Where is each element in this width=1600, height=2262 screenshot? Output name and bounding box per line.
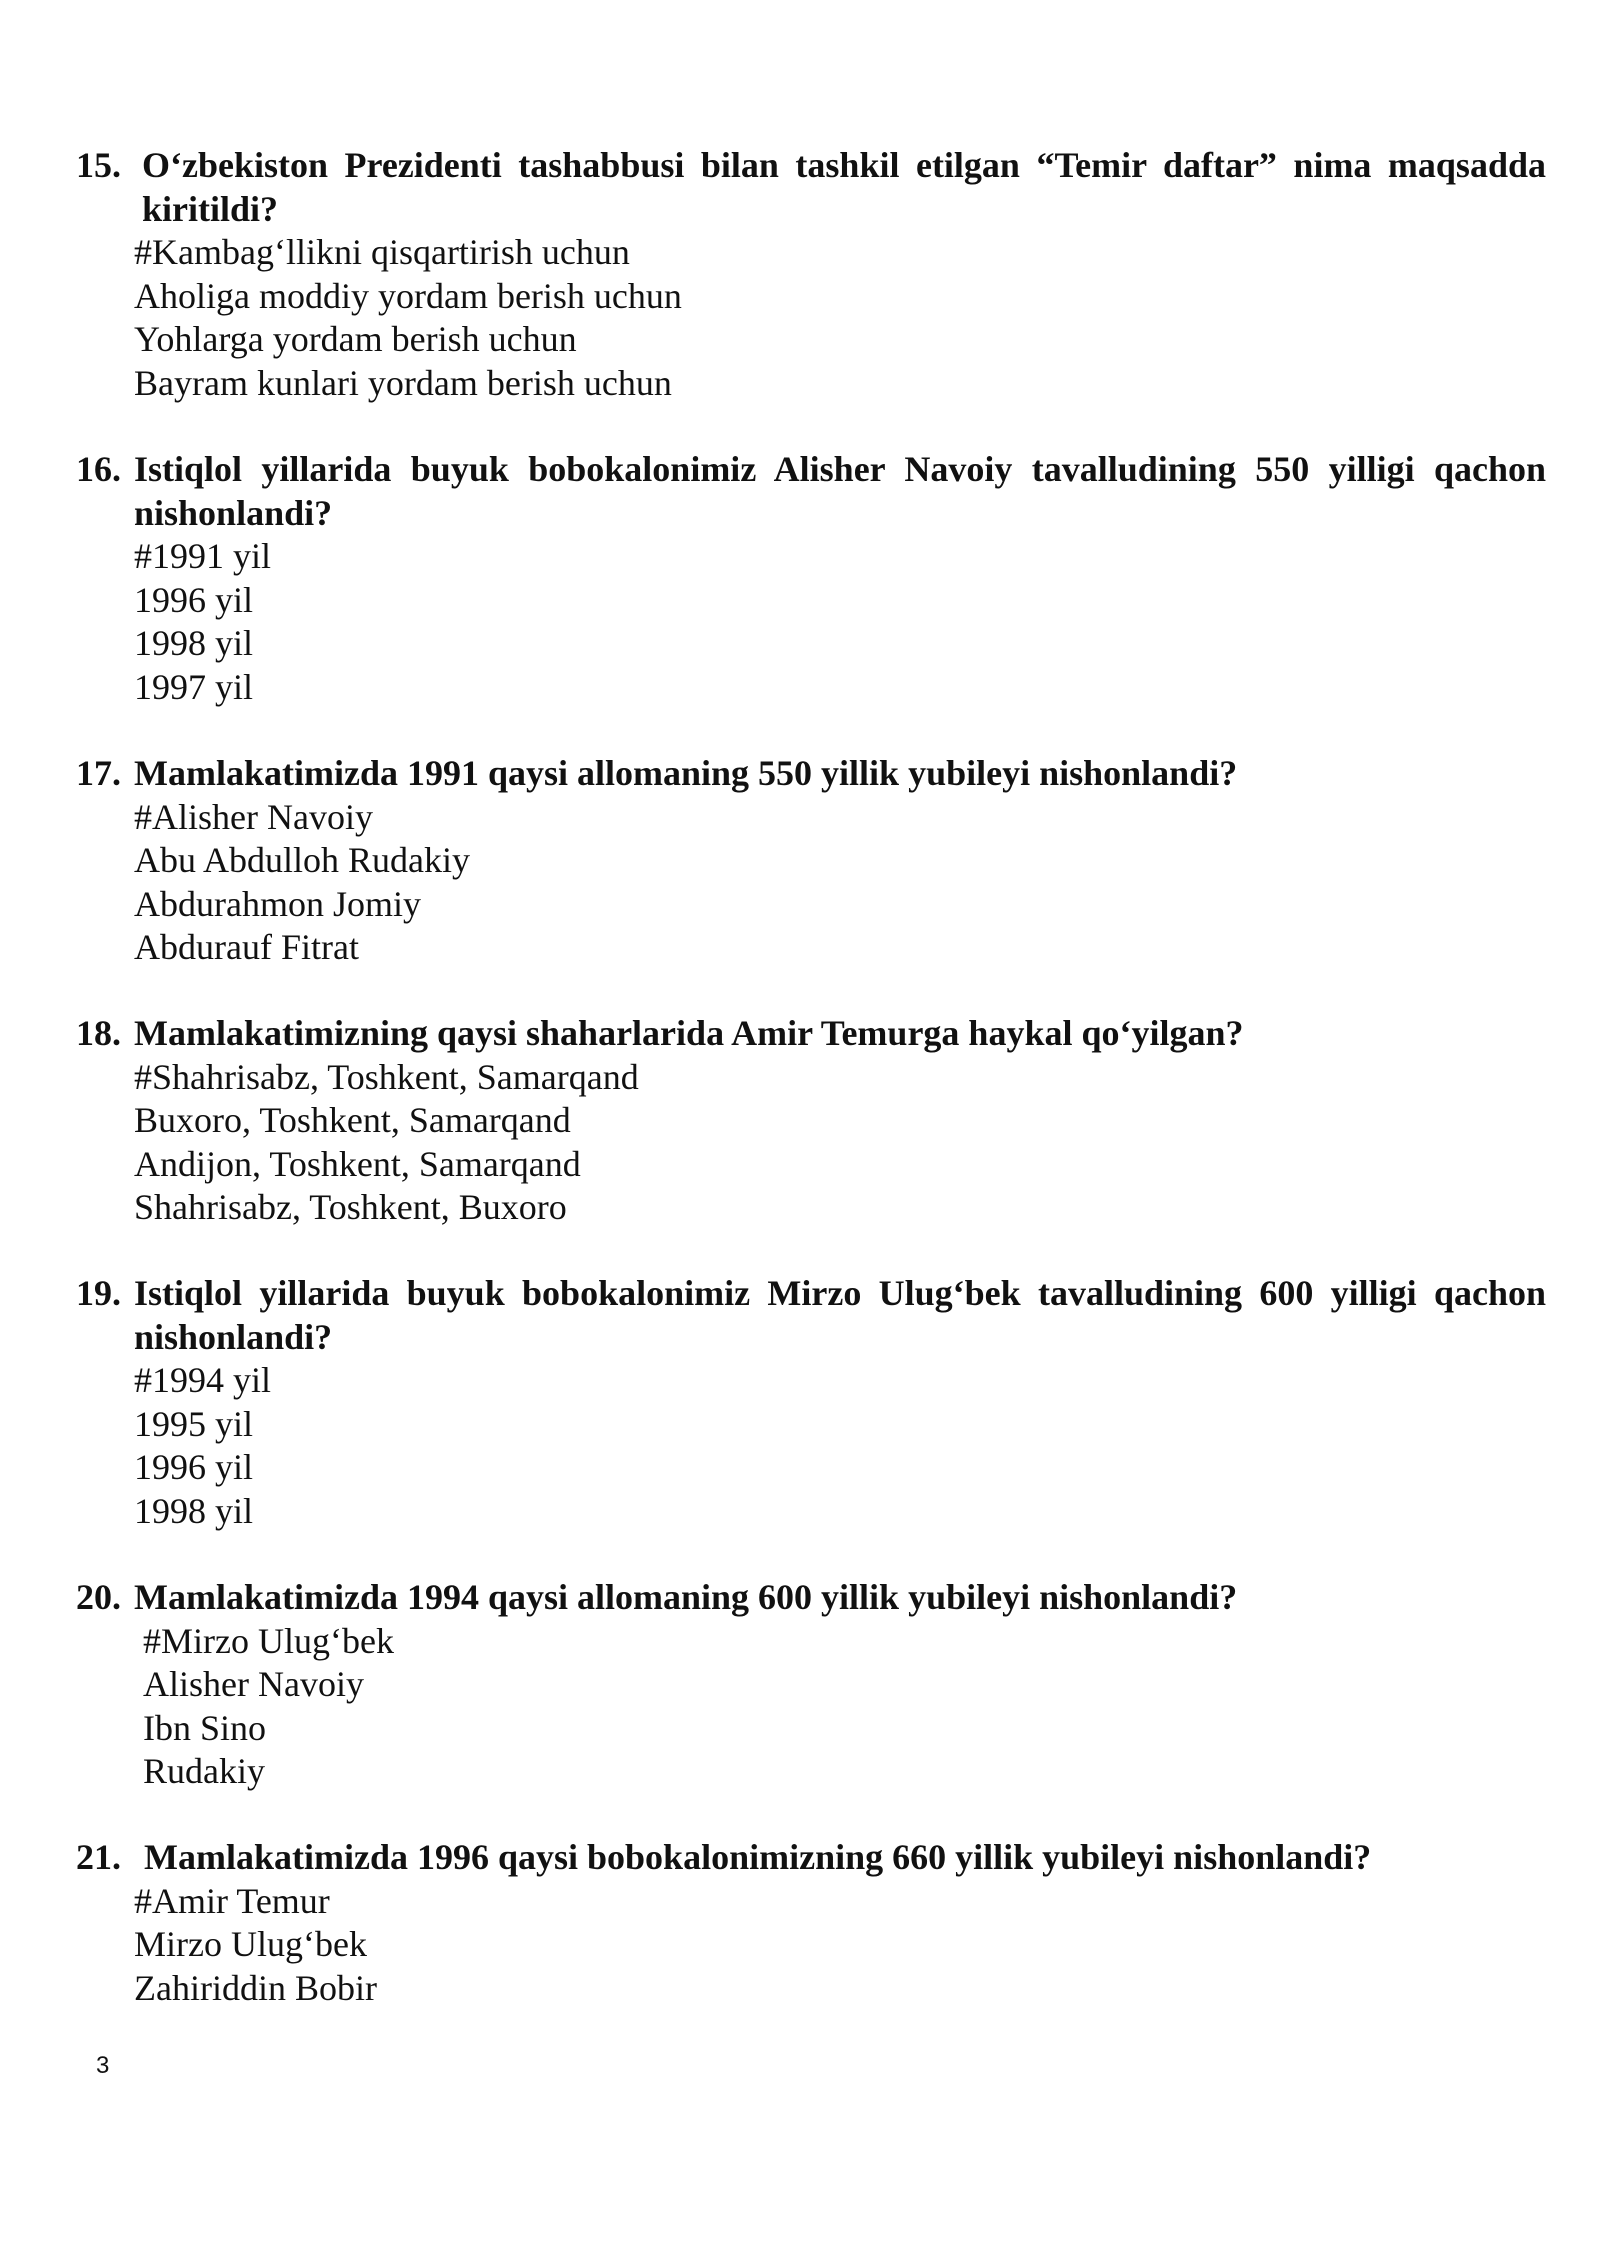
answer-list (134, 231, 1546, 405)
answer-option: #Shahrisabz, Toshkent, Samarqand (134, 1056, 639, 1097)
answer-option: Andijon, Toshkent, Samarqand (134, 1143, 581, 1184)
page-number: 3 (96, 2052, 110, 2079)
answer-option: Mirzo Ulug‘bek (134, 1924, 367, 1964)
question-text: Istiqlol yillarida buyuk bobokalonimiz Mirzo Ulug‘bek tavalludining 600 yilligi qachon nishonlandi? (134, 1273, 1546, 1357)
answer-option: 1998 yil (134, 623, 254, 663)
answer-option: 1996 yil (134, 579, 254, 620)
question-text: Istiqlol yillarida buyuk bobokalonimiz Alisher Navoiy tavalludining 550 yilligi qachon nishonlandi? (134, 449, 1546, 533)
answer-option: Bayram kunlari yordam berish uchun (134, 362, 672, 403)
question-number: 20. (76, 1577, 121, 1617)
question-number: 17. (76, 753, 121, 793)
answer-list (134, 796, 1546, 970)
question-header (76, 1272, 1546, 1359)
question-header (76, 1012, 1546, 1056)
answer-option: Abdurahmon Jomiy (134, 883, 421, 924)
answer-list (143, 1620, 1546, 1794)
answer-option: 1995 yil (134, 1403, 254, 1444)
question-number: 19. (76, 1273, 121, 1313)
question-header (76, 144, 1546, 231)
answer-option: Yohlarga yordam berish uchun (134, 319, 577, 359)
question-16 (76, 448, 1546, 709)
question-text: Mamlakatimizda 1994 qaysi allomaning 600 yillik yubileyi nishonlandi? (134, 1577, 1238, 1617)
answer-option: Alisher Navoiy (143, 1664, 364, 1704)
question-number: 16. (76, 449, 121, 489)
question-19 (76, 1272, 1546, 1533)
answer-option: Zahiriddin Bobir (134, 1967, 377, 2008)
question-number: 21. (76, 1837, 121, 1877)
answer-option: #Alisher Navoiy (134, 796, 373, 837)
answer-option: Shahrisabz, Toshkent, Buxoro (134, 1187, 567, 1227)
question-17 (76, 752, 1546, 970)
question-header (76, 1576, 1546, 1620)
answer-option: 1996 yil (134, 1447, 254, 1487)
answer-option: #Kambag‘llikni qisqartirish uchun (134, 232, 630, 272)
answer-option: Abu Abdulloh Rudakiy (134, 840, 471, 880)
answer-option: Ibn Sino (143, 1707, 267, 1748)
question-text: Mamlakatimizda 1991 qaysi allomaning 550 yillik yubileyi nishonlandi? (134, 753, 1238, 793)
answer-option: #1994 yil (134, 1360, 272, 1400)
answer-option: Abdurauf Fitrat (134, 927, 359, 967)
answer-option: #1991 yil (134, 536, 272, 576)
answer-option: Rudakiy (143, 1751, 265, 1791)
question-number: 18. (76, 1013, 121, 1053)
question-text: Mamlakatimizning qaysi shaharlarida Amir Temurga haykal qo‘yilgan? (134, 1013, 1244, 1053)
question-15 (76, 144, 1546, 405)
answer-list (134, 535, 1546, 709)
answer-option: Aholiga moddiy yordam berish uchun (134, 275, 682, 316)
question-text: O‘zbekiston Prezidenti tashabbusi bilan tashkil etilgan “Temir daftar” nima maqsadda kiritildi? (142, 145, 1546, 229)
question-18 (76, 1012, 1546, 1230)
question-header (76, 752, 1546, 796)
answer-option: 1997 yil (134, 666, 254, 707)
answer-list (134, 1359, 1546, 1533)
answer-option: 1998 yil (134, 1490, 254, 1531)
answer-option: Buxoro, Toshkent, Samarqand (134, 1100, 571, 1140)
answer-option: #Mirzo Ulug‘bek (143, 1620, 394, 1661)
question-20 (76, 1576, 1546, 1794)
question-21 (76, 1836, 1546, 2010)
answer-option: #Amir Temur (134, 1880, 330, 1921)
answer-list (134, 1880, 1546, 2011)
question-number: 15. (76, 145, 121, 185)
question-header (76, 448, 1546, 535)
question-text: Mamlakatimizda 1996 qaysi bobokalonimizning 660 yillik yubileyi nishonlandi? (144, 1837, 1372, 1877)
answer-list (134, 1056, 1546, 1230)
question-header (76, 1836, 1546, 1880)
